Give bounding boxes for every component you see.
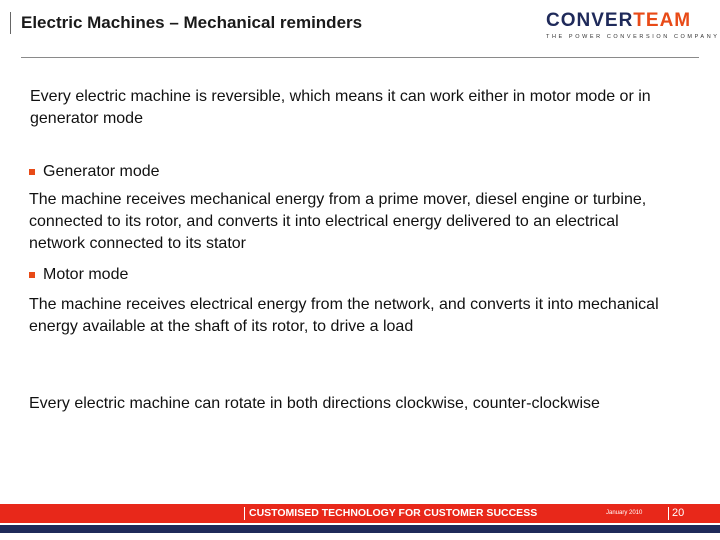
outro-text: Every electric machine can rotate in both directions clockwise, counter-clockwise: [29, 395, 600, 412]
logo-wordmark: [546, 10, 708, 32]
footer-divider: [668, 507, 669, 520]
page-number: 20: [672, 507, 685, 519]
logo-tagline: THE POWER CONVERSION COMPANY: [546, 34, 720, 40]
bullet-label: Motor mode: [43, 266, 129, 283]
page-title: Electric Machines – Mechanical reminders: [21, 13, 363, 32]
bullet-square-icon: [29, 169, 35, 175]
footer-slogan: CUSTOMISED TECHNOLOGY FOR CUSTOMER SUCCESS: [249, 507, 538, 519]
footer-stripe: [0, 525, 720, 533]
logo-wordmark-part2: TEAM: [633, 10, 692, 31]
footer-divider: [244, 507, 245, 520]
logo-wordmark-part1: CONVER: [546, 10, 634, 31]
generator-mode-description: The machine receives mechanical energy from a prime mover, diesel engine or turbine, connected to its rotor, and converts it into electrical energy delivered to an electrical network connected to its stator: [29, 191, 647, 252]
intro-text: Every electric machine is reversible, which means it can work either in motor mode or in generator mode: [30, 88, 651, 127]
bullet-motor-mode: [29, 264, 128, 286]
bullet-square-icon: [29, 272, 35, 278]
footer-date: January 2010: [606, 510, 643, 516]
bullet-label: Generator mode: [43, 163, 160, 180]
company-logo: [546, 10, 720, 41]
bullet-generator-mode: [29, 161, 160, 183]
header-divider: [21, 57, 699, 58]
title-bar: [10, 10, 362, 36]
motor-mode-description: The machine receives electrical energy from the network, and converts it into mechanical energy available at the shaft of its rotor, to drive a load: [29, 296, 659, 335]
title-divider: [10, 12, 11, 34]
